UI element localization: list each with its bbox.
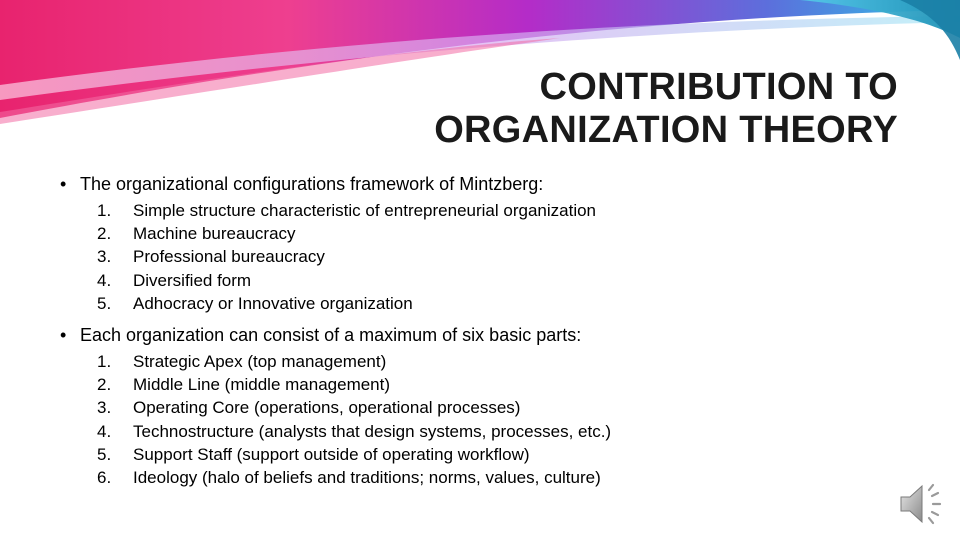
list-item <box>60 443 920 466</box>
list-item-number: 1. <box>97 201 112 220</box>
list-item-number: 1. <box>97 352 112 372</box>
list-item-text: Adhocracy or Innovative organization <box>133 293 413 313</box>
slide-title-line-1: CONTRIBUTION TO <box>539 66 898 108</box>
list-item <box>60 269 920 292</box>
bullet-dot: • <box>60 325 67 346</box>
speaker-icon[interactable] <box>898 480 948 528</box>
basic-parts-list <box>60 350 920 489</box>
list-item <box>60 396 920 419</box>
list-item <box>60 466 920 489</box>
bullet-basic-parts <box>60 323 920 347</box>
slide-title <box>198 66 898 152</box>
list-item-number: 2. <box>97 375 112 395</box>
list-item-text: Professional bureaucracy <box>133 247 325 267</box>
list-item <box>60 245 920 268</box>
slide-title-line-2: ORGANIZATION THEORY <box>434 109 898 151</box>
list-item <box>60 420 920 443</box>
list-item-text: Middle Line (middle management) <box>133 375 391 395</box>
list-item-number: 2. <box>97 224 112 244</box>
list-item-number: 4. <box>97 421 112 441</box>
list-item-number: 5. <box>97 444 112 464</box>
list-item <box>60 199 920 222</box>
list-item-text: Simple structure characteristic of entrepreneurial organization <box>133 201 597 220</box>
list-item <box>60 222 920 245</box>
list-item-number: 3. <box>97 398 112 418</box>
list-item-text: Operating Core (operations, operational processes) <box>133 398 521 418</box>
bullet-configurations <box>60 172 920 196</box>
list-item-number: 3. <box>97 247 112 267</box>
list-item-text: Diversified form <box>133 270 252 290</box>
bullet-text: The organizational configurations framework of Mintzberg: <box>80 174 544 194</box>
list-item-text: Ideology (halo of beliefs and traditions; norms, values, culture) <box>133 468 601 488</box>
slide-content <box>60 172 920 497</box>
list-item-text: Machine bureaucracy <box>133 224 296 244</box>
list-item-text: Support Staff (support outside of operating workflow) <box>133 444 530 464</box>
list-item-number: 5. <box>97 293 112 313</box>
configurations-list <box>60 199 920 315</box>
bullet-dot: • <box>60 174 67 194</box>
list-item <box>60 373 920 396</box>
list-item <box>60 350 920 373</box>
bullet-text: Each organization can consist of a maximum of six basic parts: <box>80 325 582 346</box>
list-item <box>60 292 920 315</box>
list-item-text: Technostructure (analysts that design systems, processes, etc.) <box>133 421 612 441</box>
list-item-number: 6. <box>97 468 112 488</box>
list-item-number: 4. <box>97 270 112 290</box>
list-item-text: Strategic Apex (top management) <box>133 352 387 372</box>
